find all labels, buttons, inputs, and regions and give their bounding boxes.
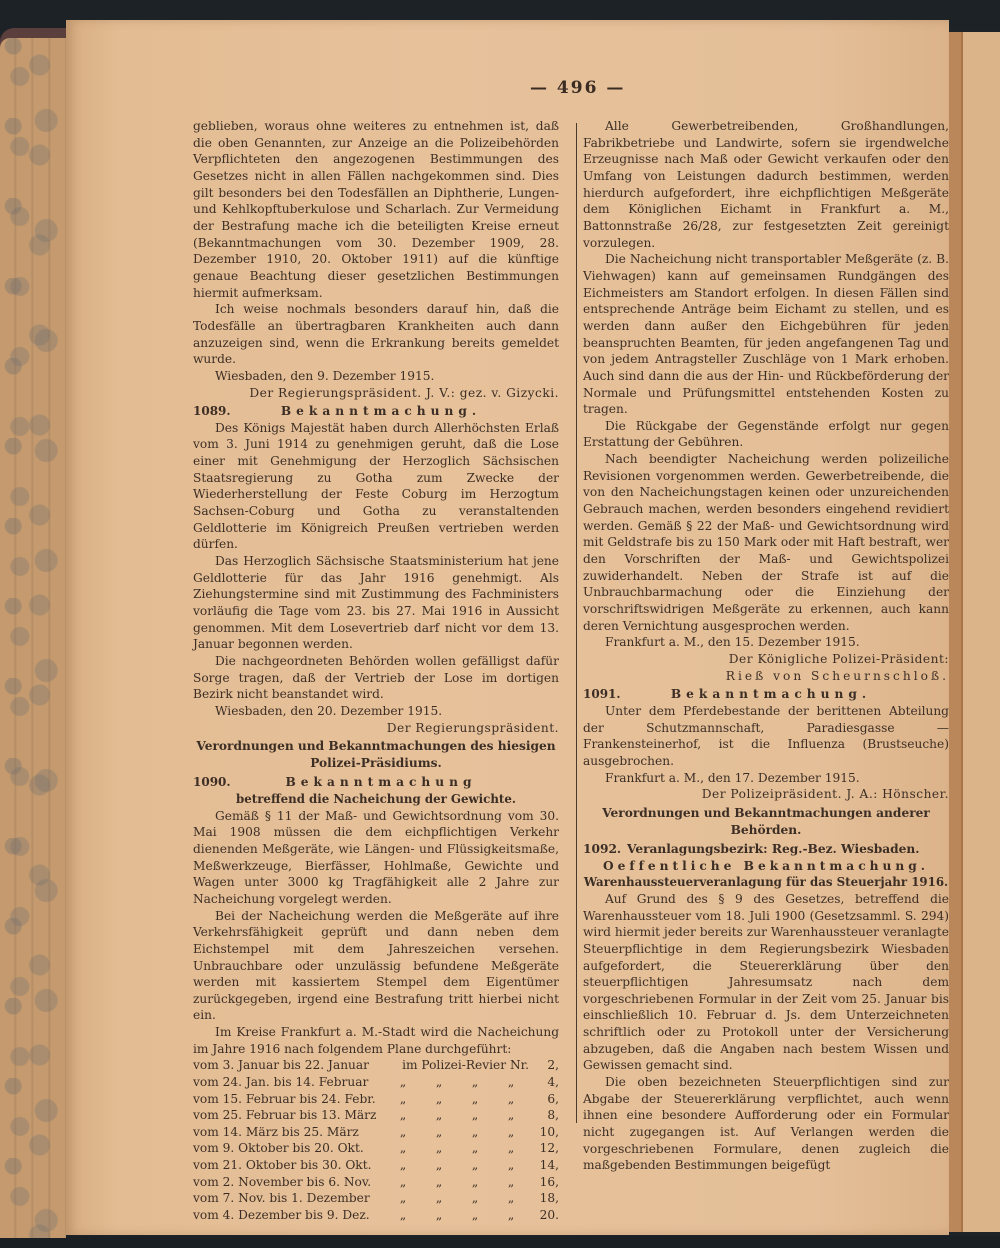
schedule-row	[193, 1207, 559, 1224]
notice-subtitle: betreffend die Nacheichung der Gewichte.	[236, 791, 516, 806]
ditto-mark: „	[435, 1141, 443, 1156]
schedule-revier-number: 16,	[539, 1174, 559, 1189]
schedule-row	[193, 1074, 559, 1091]
ditto-mark: „	[471, 1141, 479, 1156]
notice-1092-heading	[583, 841, 949, 858]
signature: Der Regierungspräsident. J. V.: gez. v. Gizycki.	[249, 385, 559, 400]
ditto-mark: „	[435, 1174, 443, 1189]
schedule-period: vom 7. Nov. bis 1. Dezember	[193, 1191, 370, 1206]
paragraph: Die Rückgabe der Gegenstände erfolgt nur gegen Erstattung der Gebühren.	[583, 418, 949, 450]
dateline: Wiesbaden, den 9. Dezember 1915.	[215, 368, 435, 383]
right-column	[583, 118, 949, 1174]
schedule-revier-number: 10,	[539, 1124, 559, 1139]
schedule-revier-number: 2,	[547, 1058, 559, 1073]
dateline: Frankfurt a. M., den 17. Dezember 1915.	[605, 770, 860, 785]
scan-background-bottom	[0, 1236, 1000, 1248]
schedule-row	[193, 1057, 559, 1074]
ditto-mark: „	[435, 1124, 443, 1139]
ditto-mark: „	[471, 1075, 479, 1090]
notice-title: Bekanntmachung	[285, 775, 477, 790]
paragraph: Ich weise nochmals besonders darauf hin, daß die Todesfälle an übertragbaren Krankheiten auch dann anzuzeigen sind, wenn die Erkrankung bereits gemeldet wurde.	[193, 302, 559, 367]
notice-number: 1092.	[583, 841, 622, 856]
ditto-mark: „	[507, 1108, 515, 1123]
page-gutter-shadow	[949, 32, 961, 1232]
schedule-period: vom 3. Januar bis 22. Januar	[193, 1058, 369, 1073]
ditto-mark: „	[399, 1091, 407, 1106]
page-number: — 496 —	[530, 78, 626, 98]
schedule-period: vom 4. Dezember bis 9. Dez.	[193, 1207, 370, 1222]
paragraph: Nach beendigter Nacheichung werden polizeiliche Revisionen vorgenommen werden. Gewerbetreibende, die von den Nacheichungstagen keinen oder unzureichenden Gebrauch machen, werden besonders eingehend revidiert werden. Gemäß § 22 der Maß- und Gewichtsordnung wird mit Geldstrafe bis zu 150 Mark oder mit Haft bestraft, wer den Vorschriften der Maß- und Gewichtspolizei zuwiderhandelt. Neben der Strafe ist auf die Unbrauchbarmachung oder die Einziehung der vorschriftswidrigen Meßgeräte zu erkennen, auch kann deren Vernichtung ausgesprochen werden.	[583, 452, 949, 633]
paragraph: Das Herzoglich Sächsische Staatsministerium hat jene Geldlotterie für das Jahr 1916 genehmigt. Als Ziehungstermine sind mit Zustimmung des Fachministers vorläufig die Tage vom 23. bis 27. Mai 1916 in Aussicht genommen. Mit dem Losevertrieb darf nicht vor dem 13. Januar begonnen werden.	[193, 554, 559, 652]
schedule-revier-number: 18,	[539, 1191, 559, 1206]
schedule-period: vom 2. November bis 6. Nov.	[193, 1174, 372, 1189]
schedule-period: vom 25. Februar bis 13. März	[193, 1108, 377, 1123]
schedule-row	[193, 1157, 559, 1174]
ditto-mark: „	[435, 1075, 443, 1090]
ditto-mark: „	[399, 1158, 407, 1172]
section-heading: Verordnungen und Bekanntmachungen anderer Behörden.	[602, 805, 930, 837]
ditto-mark: „	[507, 1091, 515, 1106]
ditto-mark: „	[399, 1174, 407, 1189]
notice-1090-heading	[193, 774, 559, 791]
ditto-mark: „	[399, 1141, 407, 1156]
ditto-mark: „	[507, 1124, 515, 1139]
signature: Der Polizeipräsident. J. A.: Hönscher.	[701, 787, 949, 802]
notice-title: Bekanntmachung.	[670, 687, 872, 702]
schedule-revier-number: 6,	[547, 1091, 559, 1106]
ditto-mark: „	[507, 1075, 515, 1090]
notice-title: Bekanntmachung.	[280, 404, 482, 419]
paragraph: Des Königs Majestät haben durch Allerhöchsten Erlaß vom 3. Juni 1914 zu genehmigen geruht, daß die Lose einer mit Genehmigung der Herzoglich Sächsischen Staatsregierung zu Gotha zum Zwecke der Wiederherstellung der Feste Coburg im Herzogtum Sachsen-Coburg und Gotha zu veranstaltenden Geldlotterie im Königreich Preußen vertrieben werden dürfen.	[193, 420, 559, 552]
ditto-mark: „	[399, 1191, 407, 1206]
schedule-revier-number: 20.	[539, 1207, 559, 1222]
ditto-mark: „	[435, 1091, 443, 1106]
schedule-period: vom 21. Oktober bis 30. Okt.	[193, 1158, 372, 1172]
ditto-mark: „	[471, 1158, 479, 1172]
paragraph: Gemäß § 11 der Maß- und Gewichtsordnung vom 30. Mai 1908 müssen die dem eichpflichtigen Verkehr dienenden Meßgeräte, wie Längen- und Flüssigkeitsmaße, Meßwerkzeuge, Bierfässer, Hohlmaße, Gewichte und Wagen unter 3000 kg Tragfähigkeit alle 2 Jahre zur Nacheichung vorgelegt werden.	[193, 808, 559, 906]
notice-number: 1090.	[193, 775, 231, 790]
schedule-row	[193, 1107, 559, 1124]
schedule-row	[193, 1190, 559, 1207]
paragraph: Unter dem Pferdebestande der berittenen Abteilung der Schutzmannschaft, Paradiesgasse — Frankensteinerhof, ist die Influenza (Brustseuche) ausgebrochen.	[583, 703, 949, 768]
signature-name: Rieß von Scheurnschloß.	[725, 668, 949, 683]
schedule-row	[193, 1140, 559, 1157]
schedule-revier-label: im Polizei-Revier Nr.	[402, 1058, 529, 1073]
schedule-row	[193, 1124, 559, 1141]
continued-paragraph: geblieben, woraus ohne weiteres zu entnehmen ist, daß die oben Genannten, zur Anzeige an die Polizeibehörden Verpflichteten den angezogenen Bestimmungen des Gesetzes nicht in allen Fällen nachgekommen sind. Dies gilt besonders bei den Todesfällen an Diphtherie, Lungen- und Kehlkopftuberkulose und Scharlach. Zur Vermeidung der Bestrafung mache ich die beteiligten Kreise erneut (Bekanntmachungen vom 30. Dezember 1909, 28. Dezember 1910, 20. Oktober 1911) auf die künftige genaue Beachtung dieser gesetzlichen Bestimmungen hiermit aufmerksam.	[193, 119, 559, 300]
ditto-mark: „	[507, 1191, 515, 1206]
signature: Der Regierungspräsident.	[386, 720, 559, 735]
schedule-period: vom 14. März bis 25. März	[193, 1124, 359, 1139]
ditto-mark: „	[399, 1124, 407, 1139]
ditto-mark: „	[399, 1207, 407, 1222]
schedule-period: vom 24. Jan. bis 14. Februar	[193, 1075, 369, 1090]
column-divider	[576, 123, 577, 1123]
notice-number: 1091.	[583, 687, 621, 702]
nacheichung-schedule-table	[193, 1057, 559, 1223]
ditto-mark: „	[435, 1191, 443, 1206]
paragraph: Auf Grund des § 9 des Gesetzes, betreffend die Warenhaussteuer vom 18. Juli 1900 (Gesetzsamml. S. 294) wird hiermit jeder bereits zur Warenhaussteuer veranlagte Steuerpflichtige in dem Regierungsbezirk Wiesbaden aufgefordert, die Steuererklärung über den steuerpflichtigen Jahresumsatz nach dem vorgeschriebenen Formular in der Zeit vom 25. Januar bis einschließlich 10. Februar d. Js. dem Unterzeichneten schriftlich oder zu Protokoll unter der Versicherung abzugeben, daß die Angaben nach bestem Wissen und Gewissen gemacht sind.	[583, 891, 949, 1073]
paragraph: Die nachgeordneten Behörden wollen gefälligst dafür Sorge tragen, daß der Vertrieb der Lose im dortigen Bezirk nicht beanstandet wird.	[193, 654, 559, 702]
ditto-mark: „	[507, 1207, 515, 1222]
schedule-period: vom 9. Oktober bis 20. Okt.	[193, 1141, 364, 1156]
schedule-period: vom 15. Februar bis 24. Febr.	[193, 1091, 376, 1106]
ditto-mark: „	[399, 1108, 407, 1123]
paragraph: Die Nacheichung nicht transportabler Meßgeräte (z. B. Viehwagen) kann auf gemeinsamen Rundgängen des Eichmeisters am Standort erfolgen. In diesen Fällen sind entsprechende Anträge beim Eichamt zu stellen, und es werden dann außer den Eichgebühren für jeden beanspruchten Beamten, für jeden angefangenen Tag und von jedem Antragsteller Zuschläge von 1 Mark erhoben. Auch sind dann die aus der Hin- und Rückbeförderung der Normale und Prüfungsmittel entstehenden Kosten zu tragen.	[583, 252, 949, 417]
ditto-mark: „	[471, 1091, 479, 1106]
ditto-mark: „	[471, 1108, 479, 1123]
ditto-mark: „	[399, 1075, 407, 1090]
paragraph: Bei der Nacheichung werden die Meßgeräte auf ihre Verkehrsfähigkeit geprüft und dann neben dem Eichstempel mit dem Jahreszeichen versehen. Unbrauchbare oder unzulässig befundene Meßgeräte werden mit kassiertem Stempel dem Eigentümer zurückgegeben, irgend eine Bestrafung tritt hierbei nicht ein.	[193, 908, 559, 1023]
ditto-mark: „	[471, 1174, 479, 1189]
dateline: Frankfurt a. M., den 15. Dezember 1915.	[605, 635, 860, 650]
ditto-mark: „	[471, 1191, 479, 1206]
notice-1091-heading	[583, 686, 949, 703]
paragraph: Die oben bezeichneten Steuerpflichtigen sind zur Abgabe der Steuererklärung verpflichtet, auch wenn ihnen eine besondere Aufforderung oder ein Formular nicht zugegangen ist. Auf Verlangen werden die vorgeschriebenen Formulare, denen zugleich die maßgebenden Bestimmungen beigefügt	[583, 1075, 949, 1173]
ditto-mark: „	[507, 1174, 515, 1189]
schedule-revier-number: 4,	[547, 1075, 559, 1090]
ditto-mark: „	[471, 1124, 479, 1139]
book-page-edges-marbled	[0, 38, 66, 1238]
left-column	[193, 118, 559, 1223]
facing-page-edge	[961, 32, 1000, 1232]
ditto-mark: „	[435, 1108, 443, 1123]
section-heading: Verordnungen und Bekanntmachungen des hiesigen Polizei-Präsidiums.	[196, 739, 556, 771]
notice-1089-heading	[193, 403, 559, 420]
notice-number: 1089.	[193, 404, 231, 419]
signature: Der Königliche Polizei-Präsident:	[728, 652, 949, 666]
ditto-mark: „	[507, 1158, 515, 1172]
schedule-row	[193, 1091, 559, 1108]
ditto-mark: „	[435, 1207, 443, 1222]
paragraph: Alle Gewerbetreibenden, Großhandlungen, Fabrikbetriebe und Landwirte, sofern sie irgendwelche Erzeugnisse nach Maß oder Gewicht verkaufen oder den Umfang von Leistungen dadurch bestimmen, werden hierdurch aufgefordert, ihre eichpflichtigen Meßgeräte dem Königlichen Eichamt in Frankfurt a. M., Battonnstraße 26/28, zur festgesetzten Zeit gereinigt vorzulegen.	[583, 119, 949, 250]
ditto-mark: „	[507, 1141, 515, 1156]
schedule-row	[193, 1174, 559, 1191]
notice-district: Veranlagungsbezirk: Reg.-Bez. Wiesbaden.	[627, 841, 920, 856]
paragraph: Im Kreise Frankfurt a. M.-Stadt wird die Nacheichung im Jahre 1916 nach folgendem Plane durchgeführt:	[193, 1025, 559, 1056]
dateline: Wiesbaden, den 20. Dezember 1915.	[215, 703, 443, 718]
schedule-revier-number: 12,	[539, 1141, 559, 1156]
notice-title: Oeffentliche Bekanntmachung.	[603, 858, 929, 873]
schedule-revier-number: 14,	[539, 1158, 559, 1172]
ditto-mark: „	[435, 1158, 443, 1172]
schedule-revier-number: 8,	[547, 1108, 559, 1123]
ditto-mark: „	[471, 1207, 479, 1222]
notice-subtitle: Warenhaussteuerveranlagung für das Steuerjahr 1916.	[583, 875, 949, 890]
